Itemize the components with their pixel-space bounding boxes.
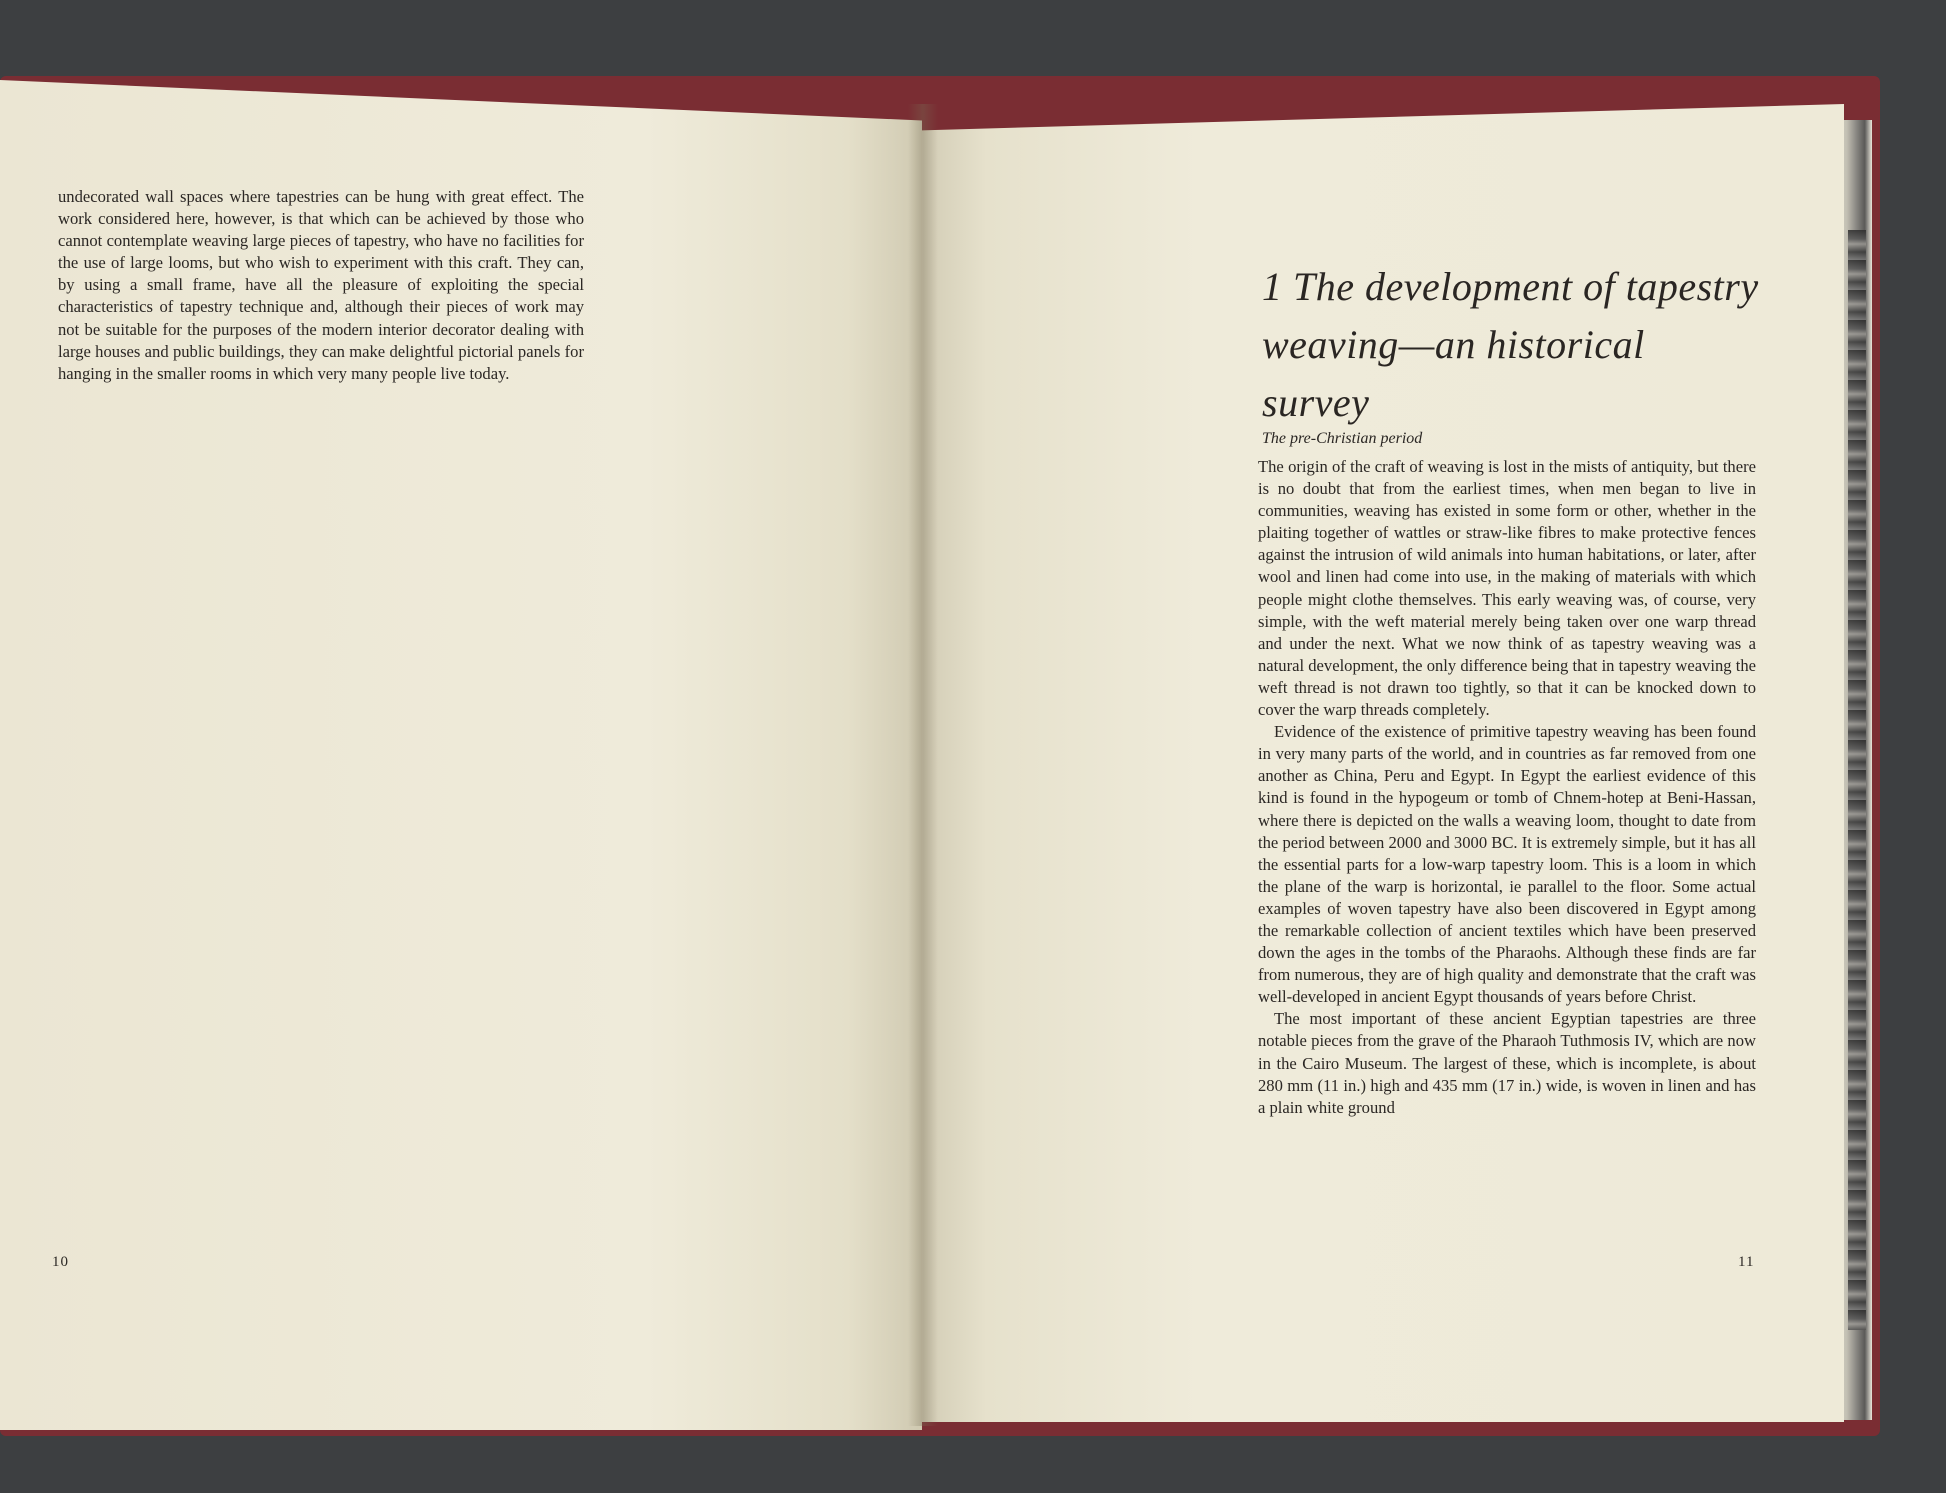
right-paragraph-2: Evidence of the existence of primitive tapestry weaving has been found in very many parts of the world, and in countries as far removed from one another as China, Peru and Egypt. In Egypt the earliest evidence of this kind is found in the hypogeum or tomb of Chnem-hotep at Beni-Hassan, where there is depicted on the walls a weaving loom, thought to date from the period between 2000 and 3000 BC. It is extremely simple, but it has all the essential parts for a low-warp tapestry loom. This is a loom in which the plane of the warp is horizontal, ie parallel to the floor. Some actual examples of woven tapestry have also been discovered in Egypt among the remarkable collection of ancient textiles which have been preserved down the ages in the tombs of the Pharaohs. Although these finds are far from numerous, they are of high quality and demonstrate that the craft was well-developed in ancient Egypt thousands of years before Christ. [1258, 722, 1756, 1007]
right-paragraph-1: The origin of the craft of weaving is lost in the mists of antiquity, but there is no doubt that from the earliest times, when men began to live in communities, weaving has existed in some form or other, whether in the plaiting together of wattles or straw-like fibres to make protective fences against the intrusion of wild animals into human habitations, or later, after wool and linen had come into use, in the making of materials with which people might clothe themselves. This early weaving was, of course, very simple, with the weft material merely being taken over one warp thread and under the next. What we now think of as tapestry weaving was a natural development, the only difference being that in tapestry weaving the weft thread is not drawn too tightly, so that it can be knocked down to cover the warp threads completely. [1258, 457, 1756, 720]
page-edge-illustration-strip [1848, 230, 1866, 1330]
section-heading: The pre-Christian period [1262, 430, 1423, 447]
left-paragraph-1: undecorated wall spaces where tapestries can be hung with great effect. The work considered here, however, is that which can be achieved by those who cannot contemplate weaving large pieces of tapestry, who have no facilities for the use of large looms, but who wish to experiment with this craft. They can, by using a small frame, have all the pleasure of exploiting the special characteristics of tapestry technique and, although their pieces of work may not be suitable for the purposes of the modern interior decorator dealing with large houses and public buildings, they can make delightful pictorial panels for hanging in the smaller rooms in which very many people live today. [58, 187, 584, 383]
book-gutter [908, 104, 938, 1426]
right-paragraph-3: The most important of these ancient Egyptian tapestries are three notable pieces from the grave of the Pharaoh Tuthmosis IV, which are now in the Cairo Museum. The largest of these, which is incomplete, is about 280 mm (11 in.) high and 435 mm (17 in.) wide, is woven in linen and has a plain white ground [1258, 1009, 1756, 1117]
left-page-body [58, 186, 584, 385]
right-page-number: 11 [1738, 1254, 1755, 1270]
right-page-body [1258, 456, 1756, 1119]
chapter-title: 1 The development of tapestry weaving—an historical survey [1262, 264, 1759, 425]
left-page-number: 10 [52, 1254, 69, 1270]
